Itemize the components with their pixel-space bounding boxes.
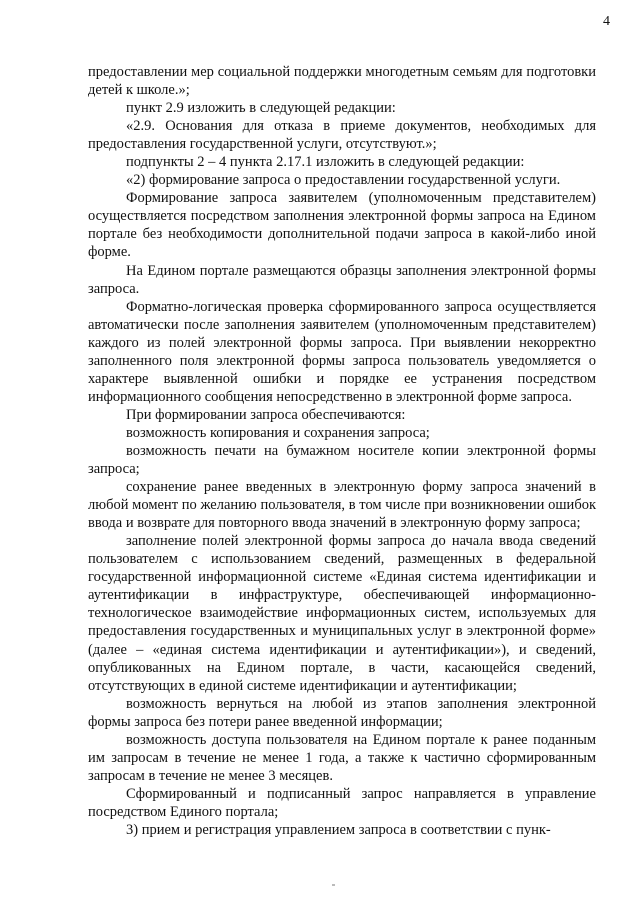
- paragraph: сохранение ранее введенных в электронную форму запроса значений в любой момент по желанию пользователя, в том числе при возникновении ошибок ввода и возврате для повторного ввода значений в электронную форму запроса;: [88, 479, 596, 532]
- paragraph: возможность вернуться на любой из этапов заполнения электронной формы запроса без потери ранее введенной информации;: [88, 695, 596, 730]
- scan-mark: [332, 884, 335, 886]
- paragraph: возможность печати на бумажном носителе копии электронной формы запроса;: [88, 442, 596, 478]
- paragraph: «2) формирование запроса о предоставлении государственной услуги.: [126, 172, 561, 189]
- document-body: [88, 63, 596, 839]
- paragraph: пункт 2.9 изложить в следующей редакции:: [126, 100, 396, 117]
- paragraph: возможность копирования и сохранения запроса;: [126, 424, 430, 441]
- paragraph: На Едином портале размещаются образцы заполнения электронной формы запроса.: [88, 262, 596, 297]
- paragraph: Сформированный и подписанный запрос направляется в управление посредством Единого портала;: [88, 785, 596, 820]
- page-number: 4: [603, 14, 610, 29]
- paragraph: 3) прием и регистрация управлением запроса в соответствии с пунк-: [126, 821, 551, 838]
- paragraph: «2.9. Основания для отказа в приеме документов, необходимых для предоставления государственной услуги, отсутствуют.»;: [88, 118, 596, 153]
- paragraph: предоставлении мер социальной поддержки многодетным семьям для подготовки детей к школе.»;: [88, 64, 596, 99]
- paragraph: Формирование запроса заявителем (уполномоченным представителем) осуществляется посредством заполнения электронной формы запроса на Едином портале без необходимости дополнительной подачи запроса в какой-либо иной форме.: [88, 190, 596, 261]
- paragraph: возможность доступа пользователя на Едином портале к ранее поданным им запросам в течение не менее 1 года, а также к частично сформированным запросам в течение не менее 3 месяцев.: [88, 731, 596, 784]
- paragraph: Форматно-логическая проверка сформированного запроса осуществляется автоматически после заполнения заявителем (уполномоченным представителем) каждого из полей электронной формы запроса. При выявлении некорректно заполненного поля электронной формы запроса пользователь уведомляется о характере выявленной ошибки и порядке ее устранения посредством информационного сообщения непосредственно в электронной форме запроса.: [88, 298, 596, 405]
- paragraph: заполнение полей электронной формы запроса до начала ввода сведений пользователем с использованием сведений, размещенных в федеральной государственной информационной системе «Единая система идентификации и аутентификации в инфраструктуре, обеспечивающей информационно-технологическое взаимодействие информационных систем, используемых для предоставления государственных и муниципальных услуг в электронной форме» (далее – «единая система идентификации и аутентификации»), и сведений, опубликованных на Едином портале, в части, касающейся сведений, отсутствующих в единой системе идентификации и аутентификации;: [88, 533, 596, 694]
- paragraph: подпункты 2 – 4 пункта 2.17.1 изложить в следующей редакции:: [126, 154, 525, 171]
- paragraph: При формировании запроса обеспечиваются:: [126, 406, 406, 423]
